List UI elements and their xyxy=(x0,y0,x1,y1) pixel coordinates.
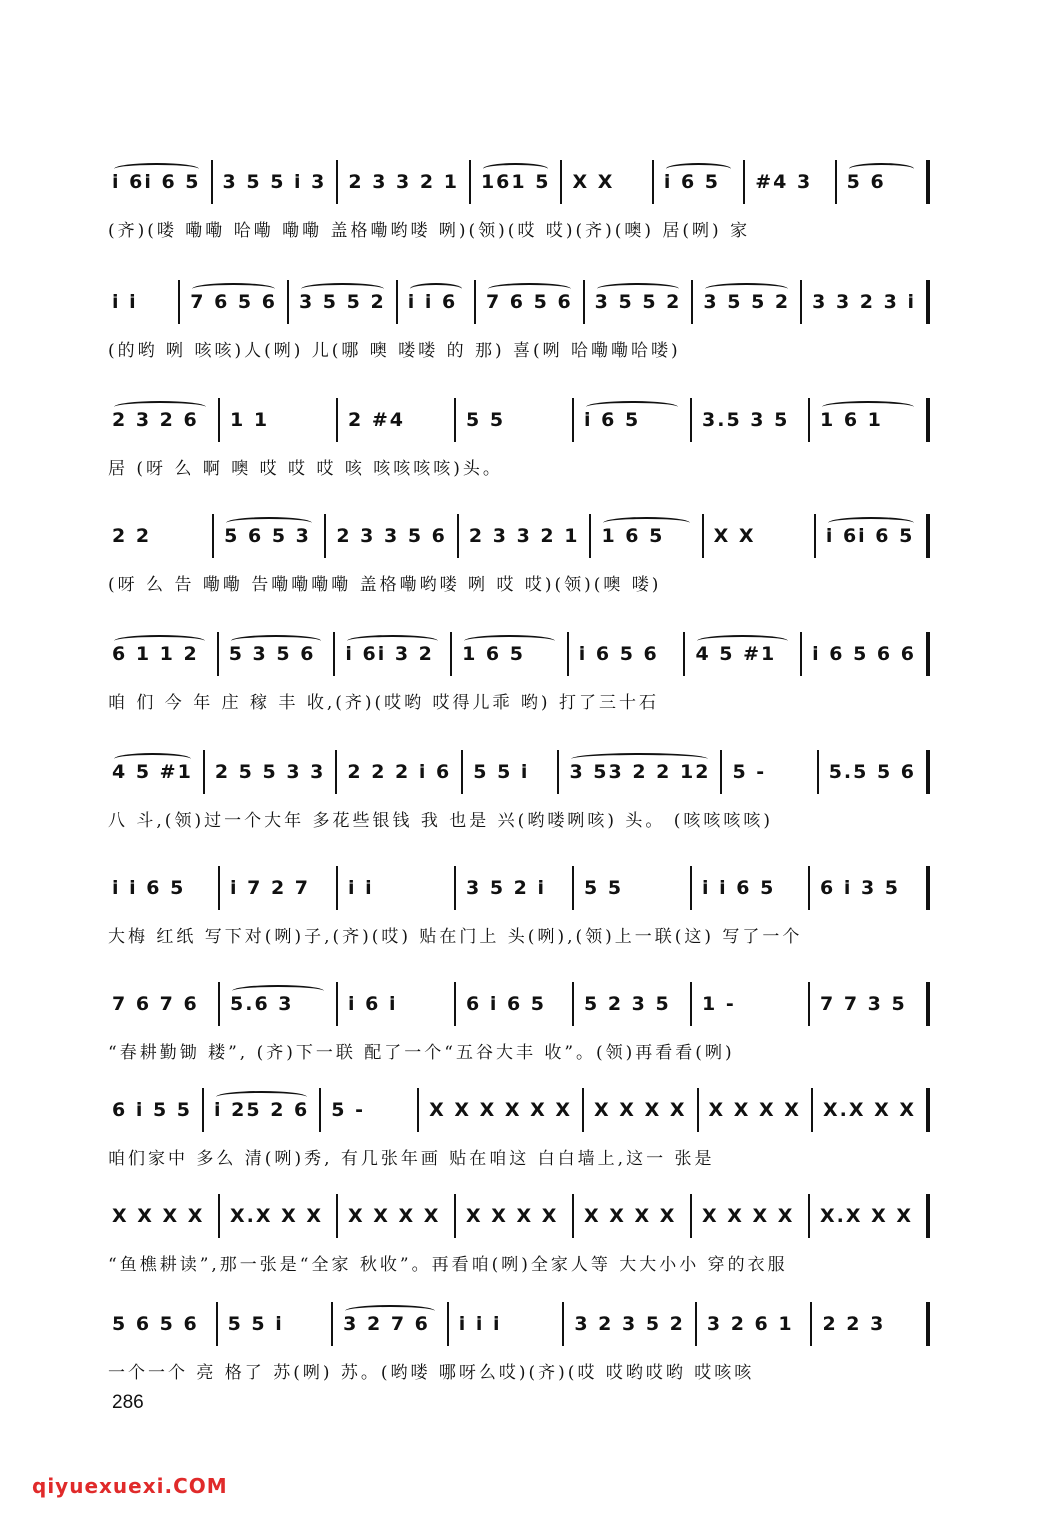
measure: 5 - xyxy=(720,750,816,794)
notation-row xyxy=(100,1194,930,1238)
measure: X.X X X xyxy=(808,1194,930,1238)
notation-row xyxy=(100,982,930,1026)
measure: 3 2 7 6 xyxy=(331,1302,447,1346)
measure: 4 5 #1 xyxy=(683,632,800,676)
measure: i i xyxy=(112,291,138,313)
notation-row xyxy=(100,160,930,204)
measure: 5 - xyxy=(319,1088,417,1132)
measure: i i i xyxy=(447,1302,563,1346)
measure: 2 2 xyxy=(112,525,152,547)
notation-row xyxy=(100,632,930,676)
staff-system-11 xyxy=(100,1302,930,1384)
staff-system-8 xyxy=(100,982,930,1064)
measure: i 6i 6 5 xyxy=(814,514,930,558)
staff-system-4 xyxy=(100,514,930,596)
measure: 6 1 1 2 xyxy=(100,632,217,676)
measure: 2 2 2 i 6 xyxy=(335,750,461,794)
measure: 5.6 3 xyxy=(218,982,336,1026)
measure: i i 6 xyxy=(396,280,474,324)
lyrics-line: (齐)(喽 嘞嘞 哈嘞 嘞嘞 盖格嘞哟喽 咧)(领)(哎 哎)(齐)(噢) 居(咧) 家 xyxy=(108,221,751,241)
measure: X.X X X xyxy=(811,1088,930,1132)
measure: X X xyxy=(702,514,814,558)
measure: 5.5 5 6 xyxy=(817,750,930,794)
measure: 2 2 3 xyxy=(810,1302,930,1346)
measure: 3 2 3 5 2 xyxy=(562,1302,695,1346)
measure: i 25 2 6 xyxy=(202,1088,319,1132)
measure: 5 3 5 6 xyxy=(217,632,334,676)
measure: 2 #4 xyxy=(336,398,454,442)
measure: 3 5 5 2 xyxy=(691,280,800,324)
measure: 161 5 xyxy=(469,160,561,204)
notation-row xyxy=(100,514,930,558)
measure: X X X X xyxy=(697,1088,811,1132)
measure: 3 5 2 i xyxy=(454,866,572,910)
measure: 5 2 3 5 xyxy=(572,982,690,1026)
measure: 5 6 xyxy=(835,160,930,204)
measure: i 6 5 6 xyxy=(567,632,684,676)
measure: 5 5 xyxy=(454,398,572,442)
notation-row xyxy=(100,280,930,324)
notation-row xyxy=(100,398,930,442)
measure: 6 i 6 5 xyxy=(454,982,572,1026)
lyrics-line: “春耕勤锄 耧”, (齐)下一联 配了一个“五谷大丰 收”。(领)再看看(咧) xyxy=(108,1043,735,1063)
measure: 7 6 5 6 xyxy=(178,280,287,324)
measure: 7 6 7 6 xyxy=(112,993,199,1015)
measure: 6 i 5 5 xyxy=(112,1099,193,1121)
lyrics-line: (的哟 咧 咳咳)人(咧) 儿(哪 噢 喽喽 的 那) 喜(咧 哈嘞嘞哈喽) xyxy=(108,341,681,361)
measure: X.X X X xyxy=(218,1194,336,1238)
notation-row xyxy=(100,1302,930,1346)
measure: i i xyxy=(336,866,454,910)
notation-row xyxy=(100,750,930,794)
measure: 6 i 3 5 xyxy=(808,866,930,910)
measure: X X X X xyxy=(336,1194,454,1238)
measure: 5 5 i xyxy=(461,750,557,794)
lyrics-line: 咱 们 今 年 庄 稼 丰 收,(齐)(哎哟 哎得儿乖 哟) 打了三十石 xyxy=(108,693,659,713)
measure: 7 6 5 6 xyxy=(474,280,583,324)
measure: i 6 5 6 6 xyxy=(800,632,930,676)
page-number: 286 xyxy=(112,1392,144,1413)
lyrics-line: 大梅 红纸 写下对(咧)子,(齐)(哎) 贴在门上 头(咧),(领)上一联(这) 写了一个 xyxy=(108,927,803,947)
measure: 3 5 5 i 3 xyxy=(211,160,337,204)
measure: 1 1 xyxy=(218,398,336,442)
measure: 3 2 6 1 xyxy=(695,1302,811,1346)
measure: X X X X xyxy=(454,1194,572,1238)
measure: i 6i 3 2 xyxy=(333,632,450,676)
measure: i 6i 6 5 xyxy=(100,160,211,204)
staff-system-2 xyxy=(100,280,930,362)
lyrics-line: “鱼樵耕读”,那一张是“全家 秋收”。再看咱(咧)全家人等 大大小小 穿的衣服 xyxy=(108,1255,788,1275)
staff-system-5 xyxy=(100,632,930,714)
measure: 2 3 2 6 xyxy=(100,398,218,442)
lyrics-line: 八 斗,(领)过一个大年 多花些银钱 我 也是 兴(哟喽咧咳) 头。 (咳咳咳咳) xyxy=(108,811,774,831)
measure: X X X X xyxy=(112,1205,205,1227)
staff-system-3 xyxy=(100,398,930,480)
measure: #4 3 xyxy=(743,160,834,204)
measure: 3 5 5 2 xyxy=(287,280,396,324)
measure: i 6 i xyxy=(336,982,454,1026)
measure: i i 6 5 xyxy=(690,866,808,910)
measure: 3 5 5 2 xyxy=(583,280,692,324)
measure: X X X X xyxy=(572,1194,690,1238)
lyrics-line: 咱们家中 多么 清(咧)秀, 有几张年画 贴在咱这 白白墙上,这一 张是 xyxy=(108,1149,715,1169)
staff-system-9 xyxy=(100,1088,930,1170)
notation-row xyxy=(100,866,930,910)
staff-system-7 xyxy=(100,866,930,948)
measure: 1 6 5 xyxy=(450,632,567,676)
measure: 2 3 3 5 6 xyxy=(324,514,457,558)
lyrics-line: 一个一个 亮 格了 苏(咧) 苏。(哟喽 哪呀么哎)(齐)(哎 哎哟哎哟 哎咳咳 xyxy=(108,1363,755,1383)
measure: X X X X X X xyxy=(417,1088,582,1132)
measure: X X X X xyxy=(582,1088,696,1132)
measure: i i 6 5 xyxy=(112,877,186,899)
measure: 4 5 #1 xyxy=(100,750,203,794)
measure: 3.5 3 5 xyxy=(690,398,808,442)
measure: 5 6 5 3 xyxy=(212,514,324,558)
measure: 1 6 5 xyxy=(589,514,701,558)
staff-system-6 xyxy=(100,750,930,832)
measure: 2 3 3 2 1 xyxy=(457,514,590,558)
measure: X X xyxy=(560,160,651,204)
staff-system-10 xyxy=(100,1194,930,1276)
notation-row xyxy=(100,1088,930,1132)
measure: 1 6 1 xyxy=(808,398,930,442)
measure: 5 6 5 6 xyxy=(112,1313,199,1335)
measure: i 6 5 xyxy=(572,398,690,442)
measure: 7 7 3 5 xyxy=(808,982,930,1026)
measure: i 6 5 xyxy=(652,160,743,204)
site-watermark: qiyuexuexi.COM xyxy=(32,1474,228,1498)
measure: 2 3 3 2 1 xyxy=(336,160,469,204)
staff-system-1 xyxy=(100,160,930,242)
measure: 5 5 i xyxy=(216,1302,332,1346)
measure: i 7 2 7 xyxy=(218,866,336,910)
measure: 1 - xyxy=(690,982,808,1026)
measure: 2 5 5 3 3 xyxy=(203,750,336,794)
measure: 5 5 xyxy=(572,866,690,910)
measure: 3 53 2 2 12 xyxy=(557,750,720,794)
lyrics-line: 居 (呀 么 啊 噢 哎 哎 哎 咳 咳咳咳咳)头。 xyxy=(108,459,503,479)
lyrics-line: (呀 么 告 嘞嘞 告嘞嘞嘞嘞 盖格嘞哟喽 咧 哎 哎)(领)(噢 喽) xyxy=(108,575,662,595)
measure: 3 3 2 3 i xyxy=(800,280,930,324)
measure: X X X X xyxy=(690,1194,808,1238)
